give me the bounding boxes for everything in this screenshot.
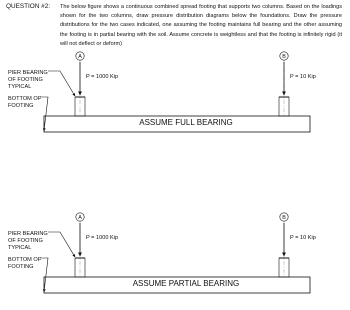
bottom-of-footing-callout-line-1: BOTTOM OF (8, 257, 42, 263)
column-a-grid-label: A (78, 215, 82, 221)
column-b-load-label: P = 10 Kip (290, 235, 316, 241)
column-b-grid-label: B (282, 54, 286, 60)
pier-bearing-callout-line-3: TYPICAL (8, 245, 32, 251)
pier-bearing-callout-line-2: OF FOOTING (8, 238, 43, 244)
bottom-of-footing-callout-line-2: FOOTING (8, 103, 34, 109)
question-text: The below figure shows a continuous combined spread footing that supports two columns. Based on the loadings shown for the two columns, draw pressure distribution diagrams below the foundations. Draw the pressure distributions for the two cases indicated, one assuming the footing maintains full bearing and the other assuming the footing is in partial bearing with the soil. Assume concrete is weightless and that the footing is infinitely rigid (it will not deflect or deform) (60, 4, 342, 47)
column-b-load-label: P = 10 Kip (290, 74, 316, 80)
pier-bearing-callout-line-2: OF FOOTING (8, 77, 43, 83)
pier-bearing-callout-line-1: PIER BEARING (8, 231, 48, 237)
bottom-of-footing-callout-line-1: BOTTOM OF (8, 96, 42, 102)
bottom-of-footing-callout-line-2: FOOTING (8, 264, 34, 270)
pier-bearing-leader (48, 71, 75, 96)
case-partial-bearing-caption: ASSUME PARTIAL BEARING (132, 279, 240, 288)
pier-bearing-leader (48, 232, 75, 257)
pier-bearing-callout-line-1: PIER BEARING (8, 70, 48, 76)
column-a-grid-label: A (78, 54, 82, 60)
pier-bearing-callout-line-3: TYPICAL (8, 84, 32, 90)
case-full-bearing-caption: ASSUME FULL BEARING (139, 118, 233, 127)
column-a-load-label: P = 1000 Kip (86, 74, 119, 80)
question-label: QUESTION #2: (6, 3, 51, 10)
case-partial-bearing (8, 213, 316, 293)
column-a-load-label: P = 1000 Kip (86, 235, 119, 241)
case-full-bearing (8, 52, 316, 132)
column-b-grid-label: B (282, 215, 286, 221)
